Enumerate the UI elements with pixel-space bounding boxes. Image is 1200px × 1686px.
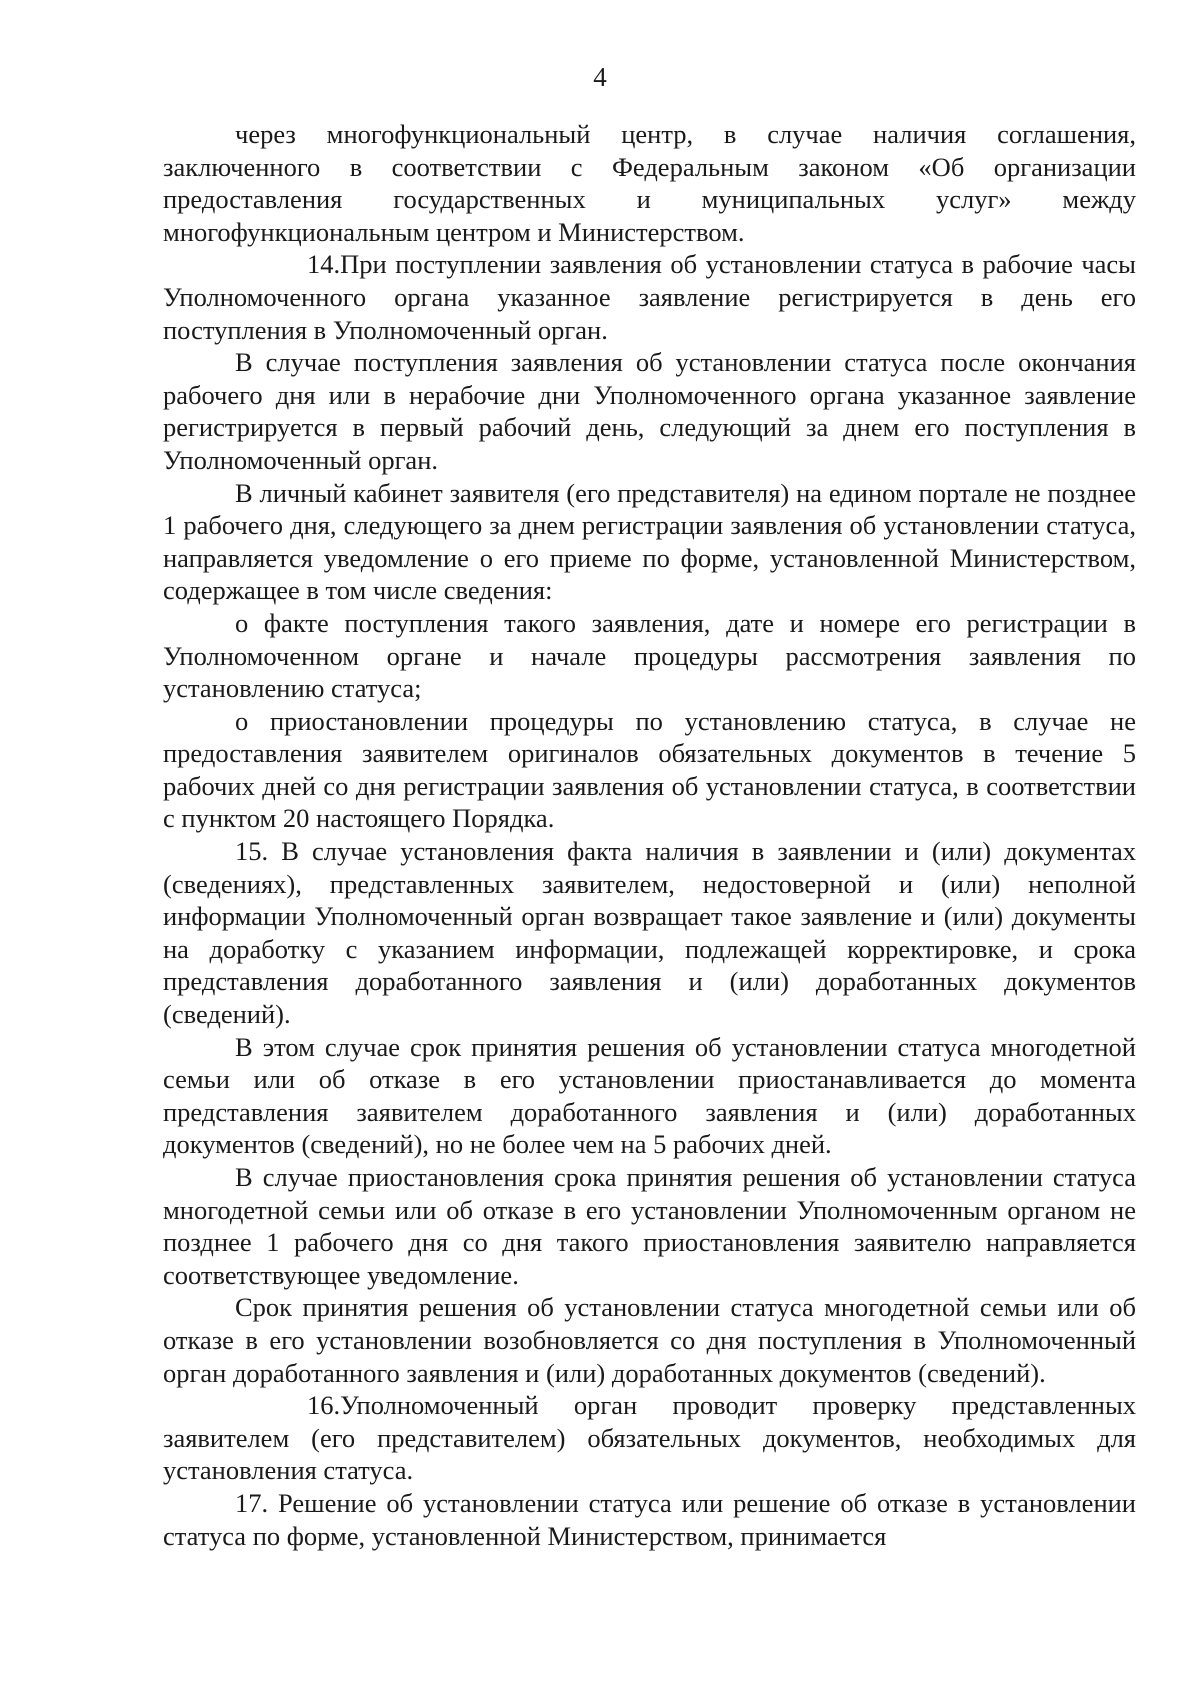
paragraph-item-15: 15. В случае установления факта наличия в заявлении и (или) документах (сведениях), представленных заявителем, недостоверной и (или) неполной информации Уполномоченный орган возвращает такое заявление и (или) документы на доработку с указанием информации, подлежащей корректировке, и срока представления доработанного заявления и (или) доработанных документов (сведений). — [163, 836, 1136, 1030]
paragraph-suspension-notice: В случае приостановления срока принятия решения об установлении статуса многодетной семьи или об отказе в его установлении Уполномоченным органом не позднее 1 рабочего дня со дня такого приостановления заявителю направляется соответствующее уведомление. — [163, 1162, 1136, 1290]
paragraph-item-14: 14.При поступлении заявления об установлении статуса в рабочие часы Уполномоченного органа указанное заявление регистрируется в день его поступления в Уполномоченный орган. — [163, 249, 1136, 345]
item-number: 14. — [307, 249, 341, 280]
document-body — [163, 118, 1136, 1552]
page-number: 4 — [593, 62, 607, 92]
paragraph-receipt-fact: о факте поступления такого заявления, дате и номере его регистрации в Уполномоченном органе и начале процедуры рассмотрения заявления по установлению статуса; — [163, 607, 1136, 704]
paragraph-item-16: 16.Уполномоченный орган проводит проверку представленных заявителем (его представителем) обязательных документов, необходимых для установления статуса. — [163, 1390, 1136, 1486]
paragraph-term-resumed: Срок принятия решения об установлении статуса многодетной семьи или об отказе в его установлении возобновляется со дня поступления в Уполномоченный орган доработанного заявления и (или) доработанных документов (сведений). — [163, 1292, 1136, 1388]
paragraph-personal-account: В личный кабинет заявителя (его представителя) на едином портале не позднее 1 рабочего дня, следующего за днем регистрации заявления об установлении статуса, направляется уведомление о его приеме по форме, установленной Министерством, содержащее в том числе сведения: — [163, 477, 1136, 606]
paragraph-mfc-agreement: через многофункциональный центр, в случае наличия соглашения, заключенного в соответствии с Федеральным законом «Об организации предоставления государственных и муниципальных услуг» между многофункциональным центром и Министерством. — [163, 119, 1136, 247]
item-number: 16. — [307, 1390, 341, 1421]
paragraph-item-17: 17. Решение об установлении статуса или решение об отказе в установлении статуса по форме, установленной Министерством, принимается — [163, 1487, 1136, 1551]
paragraph-suspension: о приостановлении процедуры по установлению статуса, в случае не предоставления заявителем оригиналов обязательных документов в течение 5 рабочих дней со дня регистрации заявления об установлении статуса, в соответствии с пунктом 20 настоящего Порядка. — [163, 705, 1136, 834]
paragraph-decision-term: В этом случае срок принятия решения об установлении статуса многодетной семьи или об отказе в его установлении приостанавливается до момента представления заявителем доработанного заявления и (или) доработанных документов (сведений), но не более чем на 5 рабочих дней. — [163, 1031, 1136, 1160]
paragraph-after-hours: В случае поступления заявления об установлении статуса после окончания рабочего дня или в нерабочие дни Уполномоченного органа указанное заявление регистрируется в первый рабочий день, следующий за днем его поступления в Уполномоченный орган. — [163, 347, 1136, 475]
